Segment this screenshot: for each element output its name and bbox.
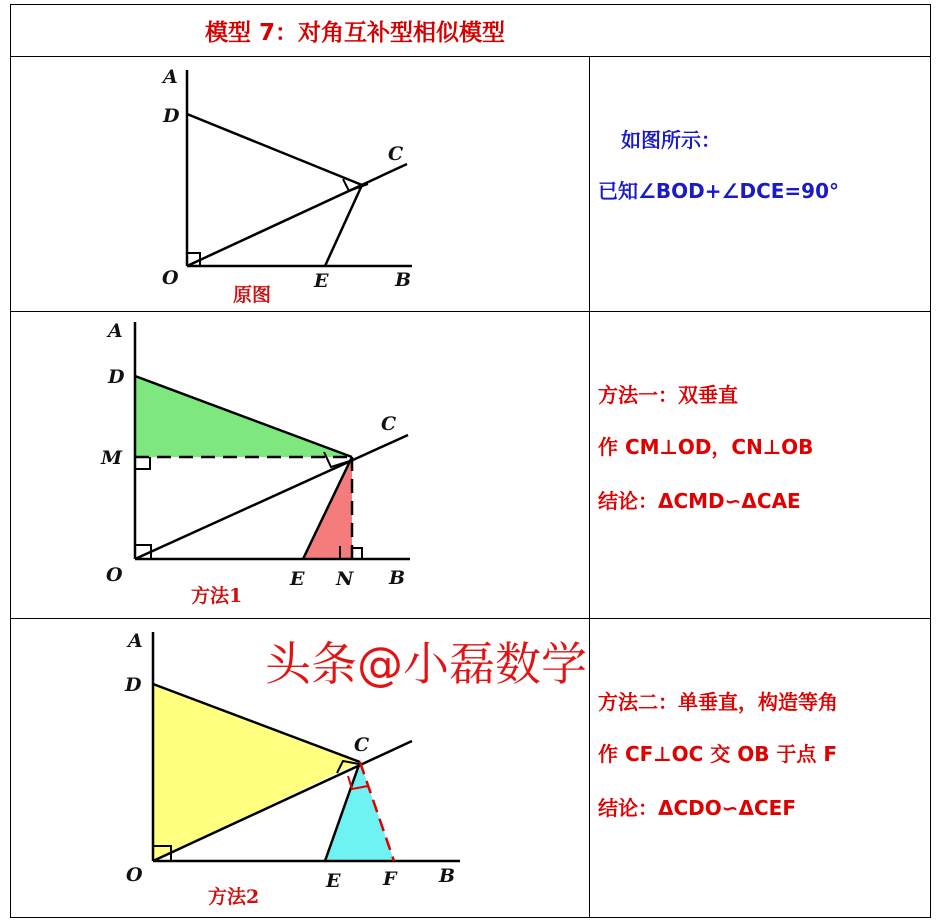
row-divider	[10, 618, 931, 619]
label-E: E	[326, 870, 341, 892]
label-A: A	[108, 320, 123, 342]
label-C: C	[388, 143, 404, 165]
label-D: D	[163, 105, 180, 127]
label-B: B	[395, 269, 412, 291]
label-A: A	[128, 630, 143, 652]
label-C: C	[354, 734, 370, 756]
note-method-1-construction: 作 CM⊥OD，CN⊥OB	[598, 435, 814, 459]
label-F: F	[383, 868, 397, 890]
label-B: B	[389, 567, 406, 589]
label-A: A	[163, 66, 178, 88]
label-B: B	[439, 865, 456, 887]
note-method-2-construction: 作 CF⊥OC 交 OB 于点 F	[598, 742, 838, 766]
note-method-1-title: 方法一：双垂直	[598, 383, 738, 407]
label-E: E	[314, 270, 329, 292]
column-divider	[589, 56, 590, 918]
row-divider	[10, 56, 931, 57]
figure-caption: 方法1	[191, 585, 243, 607]
row-divider	[10, 311, 931, 312]
figure-method-1	[95, 315, 425, 613]
label-O: O	[162, 267, 179, 289]
note-method-1-conclusion: 结论：ΔCMD∽ΔCAE	[598, 489, 801, 513]
label-O: O	[126, 864, 143, 886]
note-method-2-conclusion: 结论：ΔCDO∽ΔCEF	[598, 796, 796, 820]
label-C: C	[381, 413, 397, 435]
note-given-intro: 如图所示：	[621, 128, 721, 152]
label-N: N	[336, 568, 354, 590]
label-D: D	[125, 674, 142, 696]
label-E: E	[290, 568, 305, 590]
figure-caption: 原图	[233, 284, 272, 306]
label-M: M	[101, 447, 123, 469]
note-given-condition: 已知∠BOD+∠DCE=90°	[598, 179, 839, 203]
figure-original	[150, 60, 430, 308]
figure-caption: 方法2	[208, 886, 260, 908]
label-O: O	[106, 564, 123, 586]
label-D: D	[108, 366, 125, 388]
watermark: 头条@小磊数学	[265, 637, 587, 691]
note-method-2-title: 方法二：单垂直，构造等角	[598, 690, 838, 714]
page-title: 模型 7：对角互补型相似模型	[205, 20, 506, 46]
